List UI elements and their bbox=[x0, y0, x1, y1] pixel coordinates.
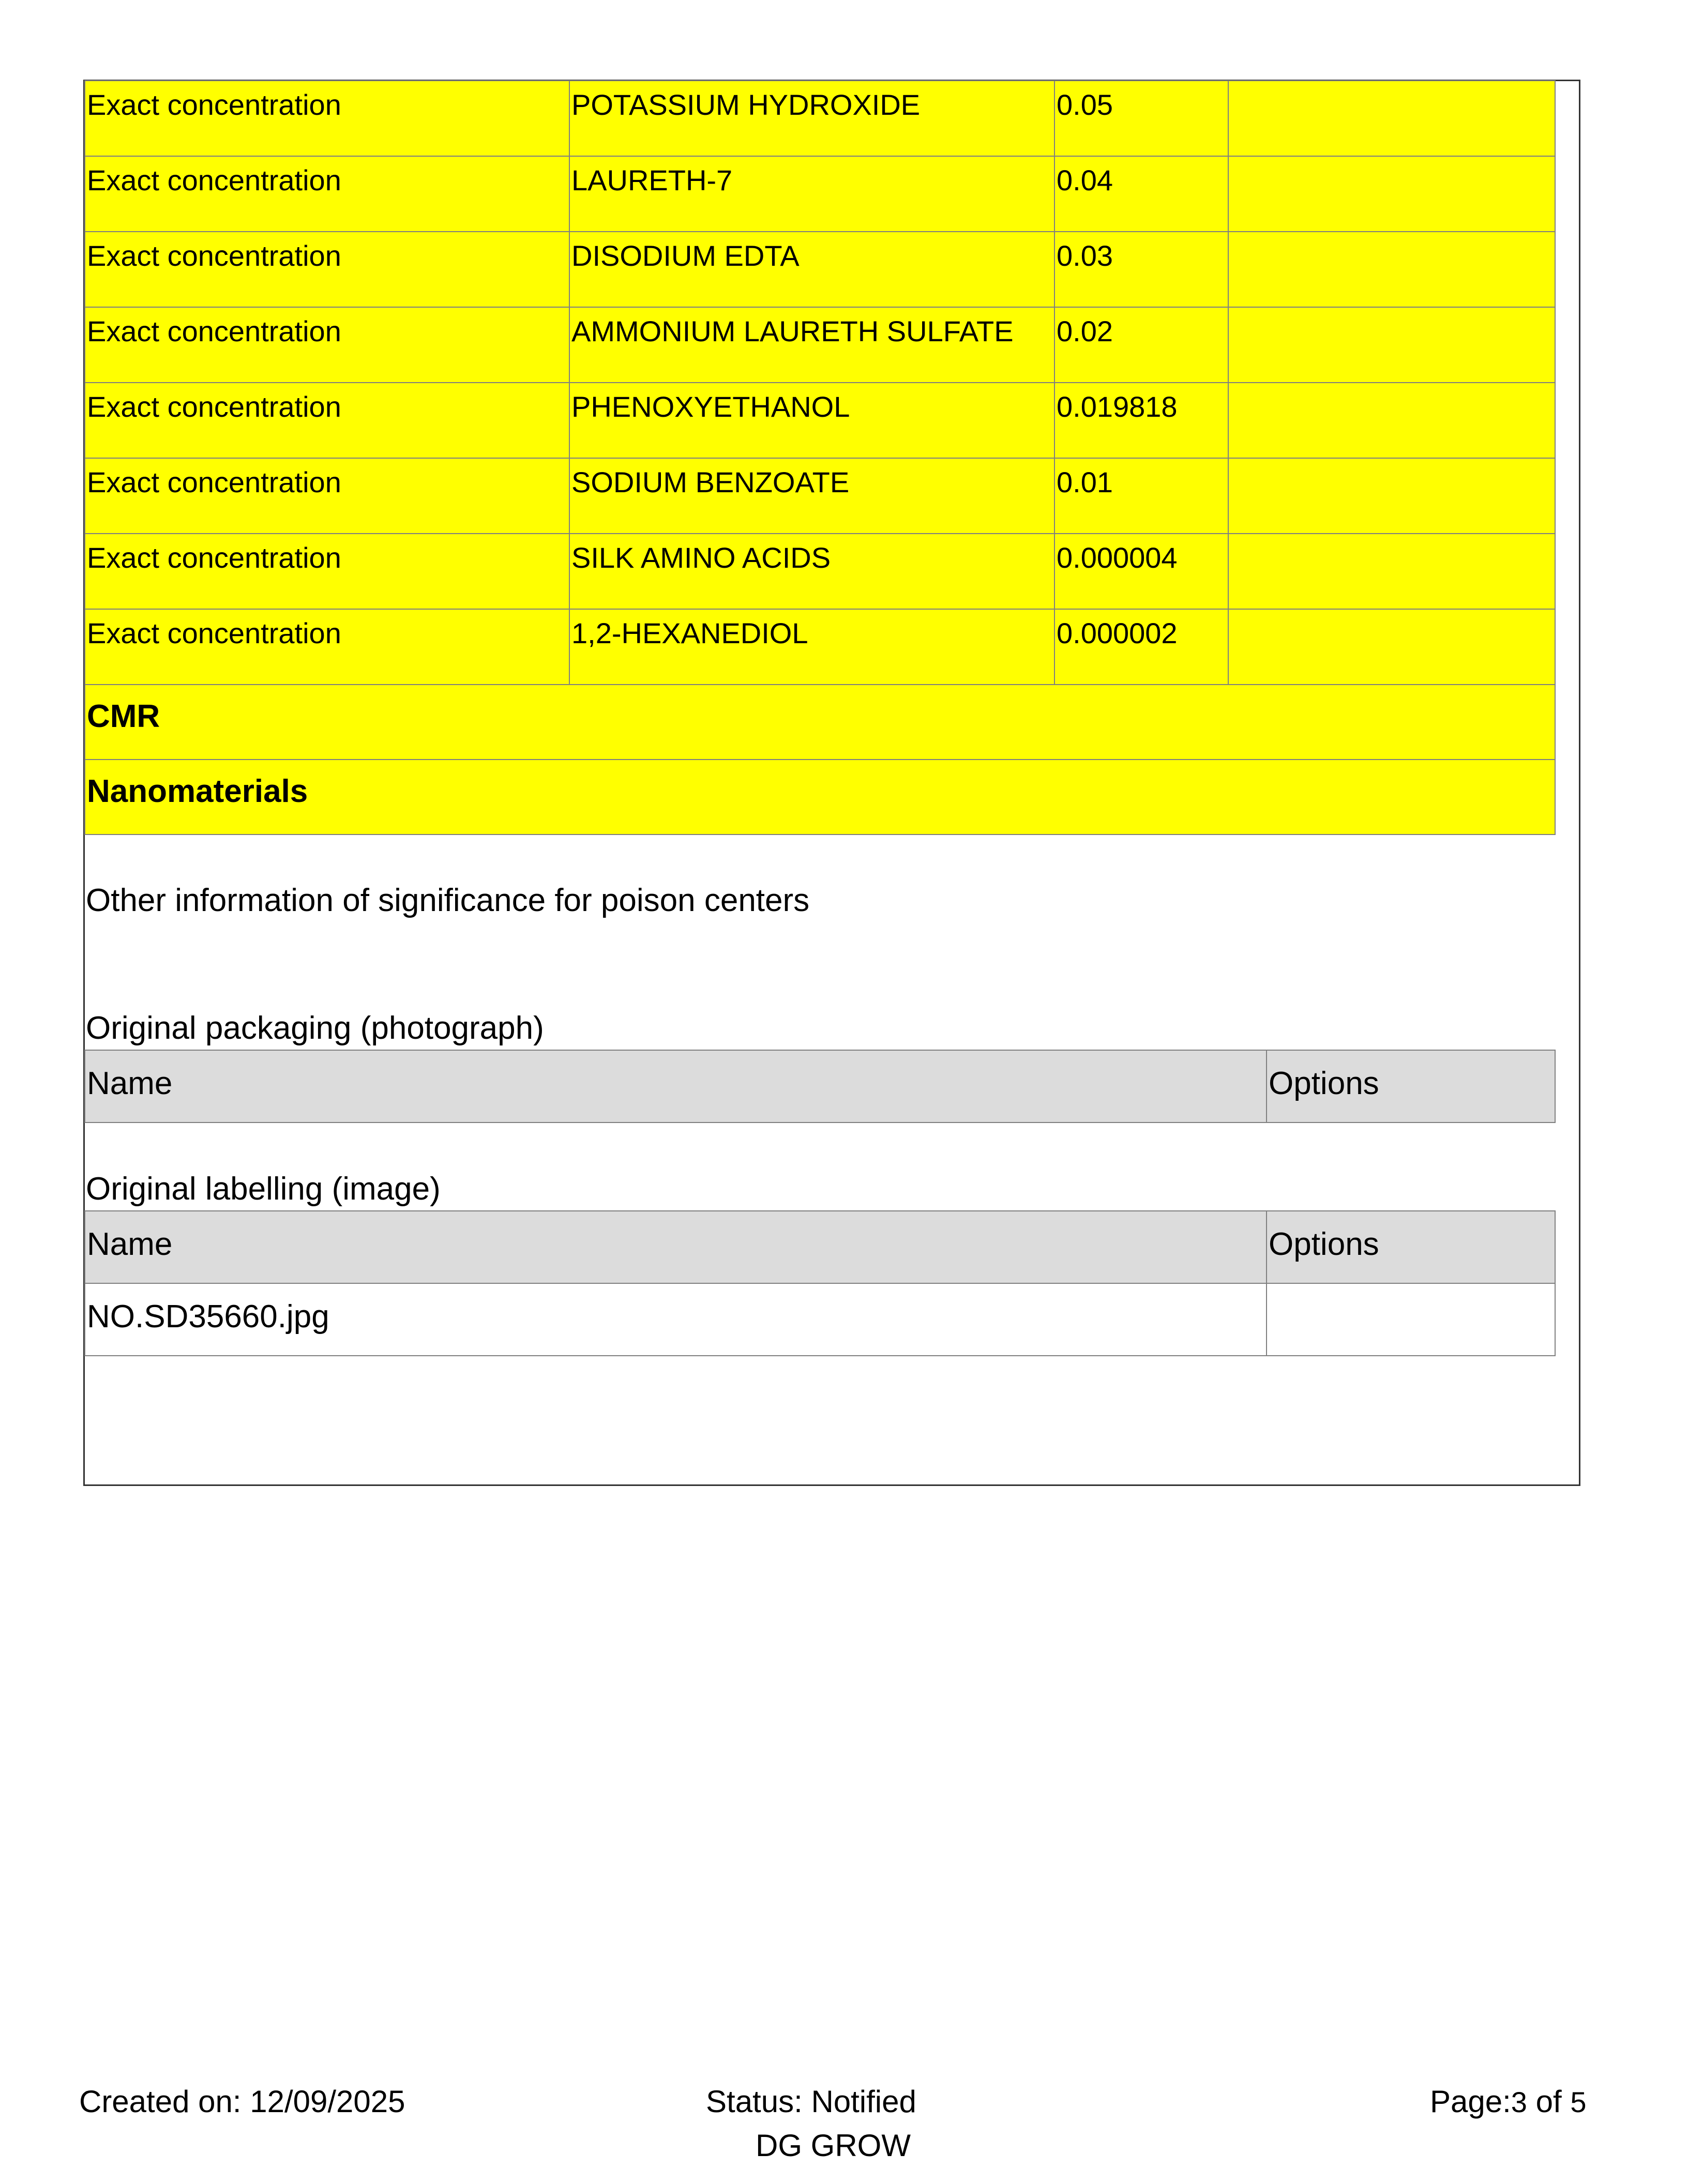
ingredient-name: POTASSIUM HYDROXIDE bbox=[569, 81, 1054, 156]
ingredient-name: 1,2-HEXANEDIOL bbox=[569, 609, 1054, 685]
table-row bbox=[85, 307, 1555, 383]
concentration-value: 0.02 bbox=[1054, 307, 1228, 383]
table-row bbox=[85, 81, 1555, 156]
concentration-type: Exact concentration bbox=[85, 307, 569, 383]
table-row bbox=[85, 1283, 1555, 1356]
labelling-section-title: Original labelling (image) bbox=[86, 1171, 441, 1207]
ingredient-name: SODIUM BENZOATE bbox=[569, 458, 1054, 534]
created-on: Created on: 12/09/2025 bbox=[79, 2084, 405, 2119]
cmr-section-row bbox=[85, 685, 1555, 760]
extra-cell bbox=[1228, 383, 1555, 458]
name-column-header: Name bbox=[85, 1050, 1267, 1123]
table-row bbox=[85, 232, 1555, 307]
table-row bbox=[85, 458, 1555, 534]
concentration-value: 0.019818 bbox=[1054, 383, 1228, 458]
concentration-type: Exact concentration bbox=[85, 156, 569, 232]
nanomaterials-section-row bbox=[85, 760, 1555, 835]
ingredient-name: SILK AMINO ACIDS bbox=[569, 534, 1054, 609]
concentration-value: 0.01 bbox=[1054, 458, 1228, 534]
concentration-type: Exact concentration bbox=[85, 81, 569, 156]
table-row bbox=[85, 156, 1555, 232]
poison-centers-info-label: Other information of significance for poison centers bbox=[86, 883, 810, 918]
packaging-table bbox=[84, 1050, 1556, 1123]
status: Status: Notified bbox=[706, 2084, 916, 2119]
table-row bbox=[85, 534, 1555, 609]
concentration-value: 0.03 bbox=[1054, 232, 1228, 307]
page-current: 3 bbox=[1511, 2086, 1527, 2118]
labelling-table bbox=[84, 1210, 1556, 1356]
ingredient-name: LAURETH-7 bbox=[569, 156, 1054, 232]
extra-cell bbox=[1228, 534, 1555, 609]
concentration-type: Exact concentration bbox=[85, 609, 569, 685]
concentration-type: Exact concentration bbox=[85, 534, 569, 609]
extra-cell bbox=[1228, 458, 1555, 534]
file-options bbox=[1267, 1283, 1555, 1356]
options-column-header: Options bbox=[1267, 1050, 1555, 1123]
options-column-header: Options bbox=[1267, 1211, 1555, 1283]
concentration-type: Exact concentration bbox=[85, 232, 569, 307]
page-indicator bbox=[1430, 2086, 1587, 2117]
extra-cell bbox=[1228, 609, 1555, 685]
nanomaterials-heading: Nanomaterials bbox=[85, 760, 1555, 835]
extra-cell bbox=[1228, 81, 1555, 156]
cmr-heading: CMR bbox=[85, 685, 1555, 760]
table-row bbox=[85, 383, 1555, 458]
ingredient-name: PHENOXYETHANOL bbox=[569, 383, 1054, 458]
page-label: Page: bbox=[1430, 2084, 1511, 2119]
organization: DG GROW bbox=[756, 2128, 911, 2163]
concentration-value: 0.000002 bbox=[1054, 609, 1228, 685]
concentration-value: 0.000004 bbox=[1054, 534, 1228, 609]
file-name[interactable]: NO.SD35660.jpg bbox=[85, 1283, 1267, 1356]
table-row bbox=[85, 609, 1555, 685]
name-column-header: Name bbox=[85, 1211, 1267, 1283]
packaging-header-row bbox=[85, 1050, 1555, 1123]
concentration-type: Exact concentration bbox=[85, 458, 569, 534]
concentration-type: Exact concentration bbox=[85, 383, 569, 458]
extra-cell bbox=[1228, 232, 1555, 307]
packaging-section-title: Original packaging (photograph) bbox=[86, 1010, 544, 1046]
labelling-header-row bbox=[85, 1211, 1555, 1283]
concentration-value: 0.05 bbox=[1054, 81, 1228, 156]
page-of: of bbox=[1535, 2084, 1562, 2119]
ingredient-name: DISODIUM EDTA bbox=[569, 232, 1054, 307]
ingredients-table bbox=[84, 80, 1556, 835]
ingredient-name: AMMONIUM LAURETH SULFATE bbox=[569, 307, 1054, 383]
extra-cell bbox=[1228, 156, 1555, 232]
concentration-value: 0.04 bbox=[1054, 156, 1228, 232]
page-total: 5 bbox=[1570, 2086, 1587, 2118]
extra-cell bbox=[1228, 307, 1555, 383]
